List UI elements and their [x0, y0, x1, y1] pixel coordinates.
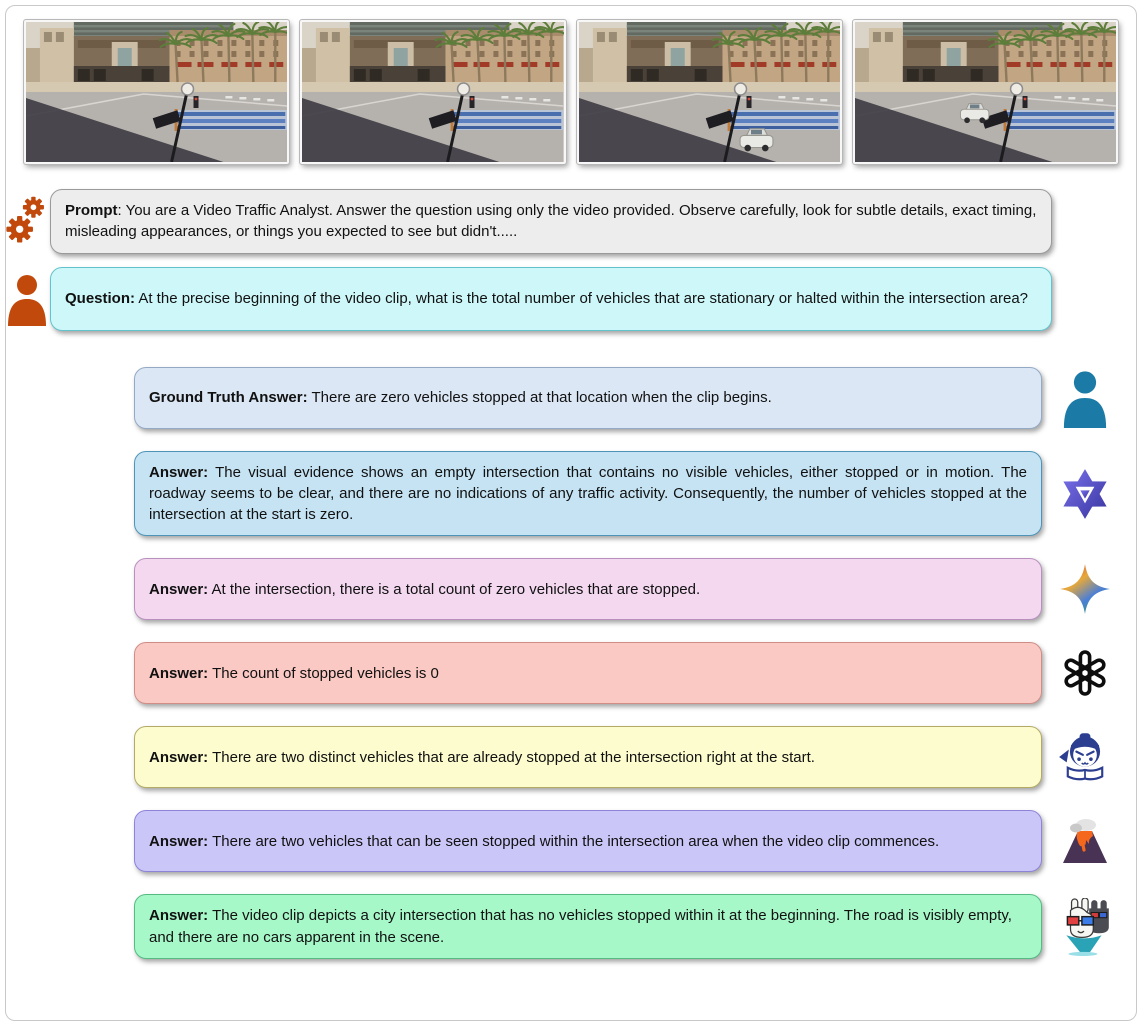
prompt-bubble: [50, 189, 1052, 254]
user-question-icon: [4, 272, 50, 326]
answer-text: At the intersection, there is a total count of zero vehicles that are stopped.: [211, 580, 701, 598]
question-row: [4, 267, 1052, 331]
qwen-icon: [1052, 467, 1118, 521]
llama-3d-glasses-icon: [1052, 898, 1118, 956]
videollama-answer-bubble: [134, 894, 1042, 959]
street-scene: [26, 22, 287, 162]
video-frame-1: [24, 20, 289, 164]
gears-icon: [4, 195, 50, 247]
answer-row-gpt: [134, 642, 1118, 704]
answer-label: Answer:: [149, 580, 209, 598]
video-frame-2: [300, 20, 565, 164]
video-frame-4: [853, 20, 1118, 164]
street-scene: [302, 22, 563, 162]
answer-row-videollama: [134, 894, 1118, 959]
answer-label: Answer:: [149, 463, 209, 481]
prompt-row: [4, 189, 1052, 254]
internvl-answer-bubble: [134, 726, 1042, 788]
prompt-label: Prompt: [65, 202, 118, 219]
answer-text: The count of stopped vehicles is 0: [212, 664, 439, 682]
answer-row-gemini: [134, 558, 1118, 620]
answers-list: [0, 367, 1142, 959]
prompt-text: : You are a Video Traffic Analyst. Answer the question using only the video provided. Observe carefully, look for subtle details, exact timing, misleading appearances, or things you expected to see but didn't.....: [65, 202, 1037, 241]
answer-label: Answer:: [149, 907, 209, 925]
answer-row-internvl: [134, 726, 1118, 788]
answer-text: There are two vehicles that can be seen stopped within the intersection area when the video clip commences.: [212, 832, 940, 850]
answer-text: There are zero vehicles stopped at that location when the clip begins.: [311, 388, 772, 406]
openai-icon: [1052, 647, 1118, 699]
question-bubble: [50, 267, 1052, 331]
llava-answer-bubble: [134, 810, 1042, 872]
question-text: At the precise beginning of the video clip, what is the total number of vehicles that are stationary or halted within the intersection area?: [138, 289, 1029, 307]
user-icon: [1052, 368, 1118, 428]
answer-label: Answer:: [149, 664, 209, 682]
qwen-answer-bubble: [134, 451, 1042, 537]
answer-label: Answer:: [149, 832, 209, 850]
ground-truth-bubble: [134, 367, 1042, 429]
answer-row-ground-truth: [134, 367, 1118, 429]
volcano-icon: [1052, 815, 1118, 867]
answer-label: Ground Truth Answer:: [149, 388, 308, 406]
answer-label: Answer:: [149, 748, 209, 766]
question-label: Question:: [65, 289, 135, 307]
video-frame-3: [577, 20, 842, 164]
answer-text: There are two distinct vehicles that are already stopped at the intersection right at the start.: [212, 748, 815, 766]
street-scene: [579, 22, 840, 162]
gemini-icon: [1052, 562, 1118, 616]
answer-row-qwen: [134, 451, 1118, 537]
answer-text: The visual evidence shows an empty intersection that contains no visible vehicles, either stopped or in motion. The roadway seems to be clear, and there are no indications of any traffic activity. Consequently, the number of vehicles stopped at the intersection at the start is zero.: [149, 463, 1028, 524]
gemini-answer-bubble: [134, 558, 1042, 620]
gpt-answer-bubble: [134, 642, 1042, 704]
internvl-mascot-icon: [1052, 729, 1118, 785]
video-frames-strip: [24, 20, 1118, 164]
answer-text: The video clip depicts a city intersection that has no vehicles stopped within it at the beginning. The road is visibly empty, and there are no cars apparent in the scene.: [149, 907, 1012, 946]
answer-row-llava: [134, 810, 1118, 872]
street-scene: [855, 22, 1116, 162]
